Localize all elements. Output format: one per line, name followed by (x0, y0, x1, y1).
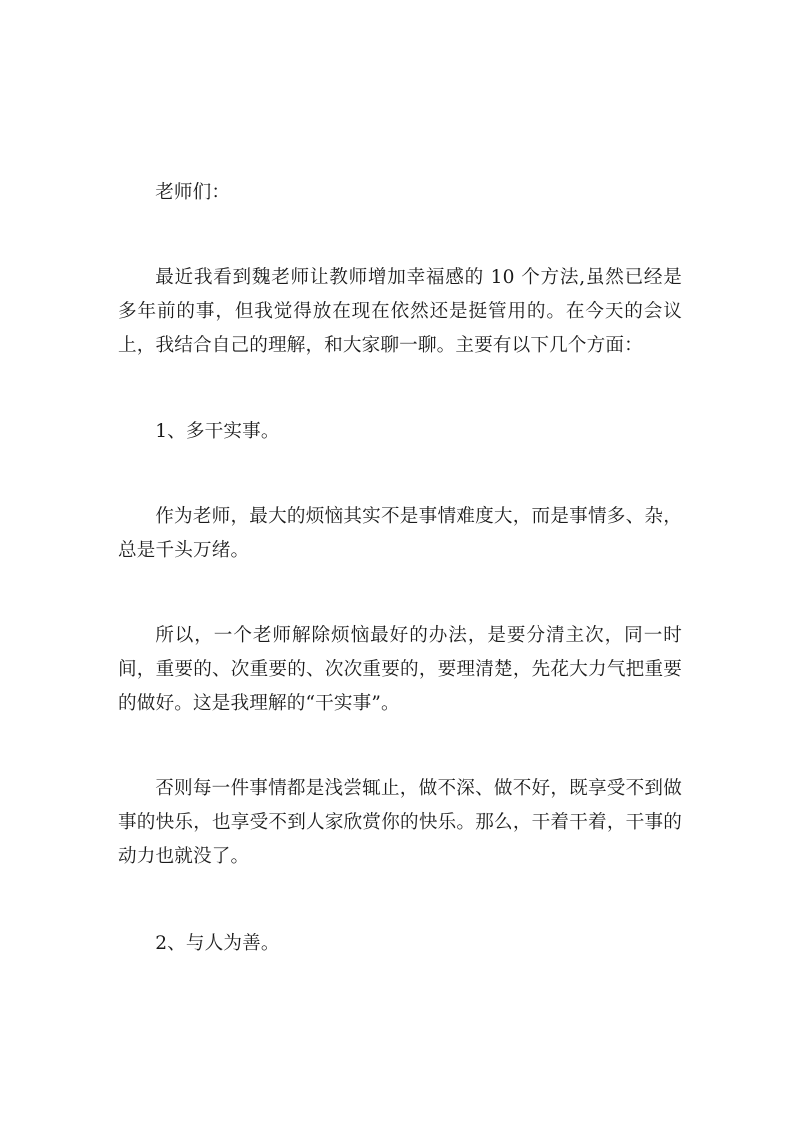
section-heading-1: 1、多干实事。 (155, 421, 280, 442)
salutation: 老师们： (155, 182, 231, 203)
document-body (118, 176, 682, 978)
section-heading-2: 2、与人为善。 (155, 933, 280, 954)
intro-paragraph: 最近我看到魏老师让教师增加幸福感的 10 个方法,虽然已经是多年前的事，但我觉得放在现在依然还是挺管用的。在今天的会议上，我结合自己的理解，和大家聊一聊。主要有以下几个方面： (118, 267, 682, 356)
section-1-paragraph-2: 所以，一个老师解除烦恼最好的办法，是要分清主次，同一时间，重要的、次重要的、次次重要的，要理清楚，先花大力气把重要的做好。这是我理解的“干实事”。 (118, 625, 682, 714)
section-1-paragraph-3: 否则每一件事情都是浅尝辄止，做不深、做不好，既享受不到做事的快乐，也享受不到人家欣赏你的快乐。那么，干着干着，干事的动力也就没了。 (118, 778, 682, 867)
section-1-paragraph-1: 作为老师，最大的烦恼其实不是事情难度大，而是事情多、杂，总是千头万绪。 (118, 506, 682, 561)
